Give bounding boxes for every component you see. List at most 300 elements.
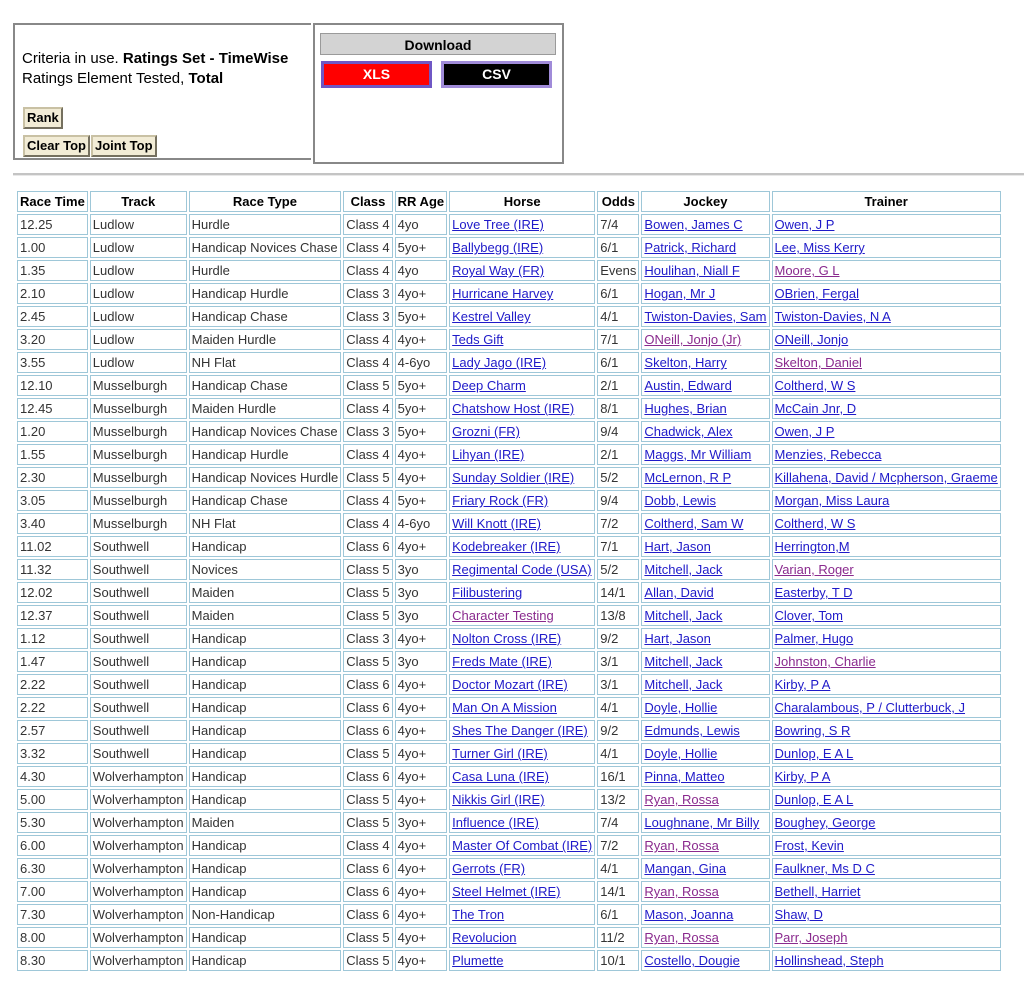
table-row [17, 329, 1001, 350]
class-cell: Class 4 [343, 237, 392, 258]
race-type-cell: Hurdle [189, 214, 342, 235]
horse-cell [449, 858, 595, 879]
jockey-cell [641, 398, 769, 419]
track-cell: Southwell [90, 628, 187, 649]
download-xls-button[interactable]: XLS [321, 61, 432, 88]
race-type-cell: Handicap Chase [189, 375, 342, 396]
trainer-cell [772, 881, 1001, 902]
trainer-link[interactable]: Dunlop, E A L [774, 746, 854, 761]
trainer-link[interactable]: Herrington,M [774, 539, 850, 554]
jockey-cell [641, 329, 769, 350]
table-row [17, 628, 1001, 649]
horse-cell [449, 214, 595, 235]
track-cell: Musselburgh [90, 398, 187, 419]
jockey-link[interactable]: Mason, Joanna [644, 907, 734, 922]
jockey-link[interactable]: Hughes, Brian [644, 401, 727, 416]
horse-cell [449, 582, 595, 603]
horse-link[interactable]: Grozni (FR) [452, 424, 521, 439]
track-cell: Wolverhampton [90, 858, 187, 879]
trainer-link[interactable]: Charalambous, P / Clutterbuck, J [774, 700, 966, 715]
joint-top-button[interactable]: Joint Top [91, 135, 157, 157]
class-cell: Class 6 [343, 720, 392, 741]
jockey-cell [641, 214, 769, 235]
track-cell: Ludlow [90, 306, 187, 327]
race-time-cell: 3.40 [17, 513, 88, 534]
column-header-race-type: Race Type [189, 191, 342, 212]
race-type-cell: Maiden [189, 812, 342, 833]
class-cell: Class 6 [343, 881, 392, 902]
trainer-cell [772, 306, 1001, 327]
horse-link[interactable]: Sunday Soldier (IRE) [452, 470, 575, 485]
race-type-cell: Handicap [189, 743, 342, 764]
rr-age-cell: 5yo+ [395, 421, 447, 442]
race-time-cell: 12.45 [17, 398, 88, 419]
track-cell: Ludlow [90, 237, 187, 258]
jockey-link[interactable]: Twiston-Davies, Sam [644, 309, 767, 324]
column-header-track: Track [90, 191, 187, 212]
horse-cell [449, 628, 595, 649]
race-time-cell: 6.00 [17, 835, 88, 856]
trainer-link[interactable]: Palmer, Hugo [774, 631, 854, 646]
jockey-cell [641, 743, 769, 764]
odds-cell: 6/1 [597, 352, 639, 373]
rr-age-cell: 4yo+ [395, 743, 447, 764]
trainer-cell [772, 927, 1001, 948]
odds-cell: 2/1 [597, 444, 639, 465]
odds-cell: 9/2 [597, 628, 639, 649]
odds-cell: 14/1 [597, 881, 639, 902]
race-type-cell: Non-Handicap [189, 904, 342, 925]
jockey-link[interactable]: Ryan, Rossa [644, 838, 719, 853]
jockey-cell [641, 835, 769, 856]
class-cell: Class 5 [343, 467, 392, 488]
jockey-link[interactable]: Pinna, Matteo [644, 769, 725, 784]
odds-cell: 4/1 [597, 743, 639, 764]
race-time-cell: 1.47 [17, 651, 88, 672]
track-cell: Southwell [90, 697, 187, 718]
trainer-cell [772, 743, 1001, 764]
jockey-link[interactable]: Allan, David [644, 585, 714, 600]
race-type-cell: Handicap [189, 858, 342, 879]
trainer-link[interactable]: Parr, Joseph [774, 930, 848, 945]
trainer-link[interactable]: Moore, G L [774, 263, 840, 278]
jockey-cell [641, 283, 769, 304]
table-row [17, 237, 1001, 258]
rr-age-cell: 4yo+ [395, 720, 447, 741]
trainer-cell [772, 651, 1001, 672]
jockey-cell [641, 421, 769, 442]
horse-link[interactable]: The Tron [452, 907, 505, 922]
horse-link[interactable]: Nikkis Girl (IRE) [452, 792, 545, 807]
horse-link[interactable]: Lady Jago (IRE) [452, 355, 547, 370]
trainer-link[interactable]: Coltherd, W S [774, 516, 856, 531]
class-cell: Class 4 [343, 214, 392, 235]
track-cell: Wolverhampton [90, 766, 187, 787]
trainer-cell [772, 720, 1001, 741]
horse-cell [449, 881, 595, 902]
class-cell: Class 3 [343, 421, 392, 442]
class-cell: Class 4 [343, 513, 392, 534]
horse-cell [449, 766, 595, 787]
column-header-horse: Horse [449, 191, 595, 212]
track-cell: Ludlow [90, 260, 187, 281]
race-type-cell: Handicap Chase [189, 490, 342, 511]
table-row [17, 559, 1001, 580]
horse-link[interactable]: Royal Way (FR) [452, 263, 545, 278]
horse-cell [449, 421, 595, 442]
horse-link[interactable]: Revolucion [452, 930, 517, 945]
trainer-cell [772, 398, 1001, 419]
trainer-link[interactable]: Faulkner, Ms D C [774, 861, 875, 876]
jockey-link[interactable]: Dobb, Lewis [644, 493, 716, 508]
jockey-link[interactable]: Coltherd, Sam W [644, 516, 744, 531]
horse-link[interactable]: Master Of Combat (IRE) [452, 838, 593, 853]
horse-link[interactable]: Lihyan (IRE) [452, 447, 525, 462]
jockey-cell [641, 260, 769, 281]
horse-cell [449, 283, 595, 304]
criteria-panel [13, 23, 311, 160]
jockey-link[interactable]: Patrick, Richard [644, 240, 737, 255]
trainer-cell [772, 513, 1001, 534]
race-type-cell: Maiden [189, 605, 342, 626]
table-row [17, 720, 1001, 741]
race-time-cell: 8.00 [17, 927, 88, 948]
clear-top-button[interactable]: Clear Top [23, 135, 90, 157]
jockey-cell [641, 766, 769, 787]
odds-cell: 10/1 [597, 950, 639, 971]
trainer-cell [772, 421, 1001, 442]
table-row [17, 835, 1001, 856]
horse-link[interactable]: Ballybegg (IRE) [452, 240, 544, 255]
odds-cell: 4/1 [597, 306, 639, 327]
horse-link[interactable]: Steel Helmet (IRE) [452, 884, 561, 899]
horse-link[interactable]: Man On A Mission [452, 700, 557, 715]
trainer-link[interactable]: OBrien, Fergal [774, 286, 860, 301]
horse-cell [449, 674, 595, 695]
trainer-cell [772, 467, 1001, 488]
jockey-link[interactable]: Ryan, Rossa [644, 884, 719, 899]
class-cell: Class 6 [343, 766, 392, 787]
class-cell: Class 4 [343, 329, 392, 350]
horse-link[interactable]: Teds Gift [452, 332, 504, 347]
race-time-cell: 3.20 [17, 329, 88, 350]
table-row [17, 375, 1001, 396]
rr-age-cell: 4yo+ [395, 950, 447, 971]
race-time-cell: 2.57 [17, 720, 88, 741]
jockey-cell [641, 513, 769, 534]
race-time-cell: 1.00 [17, 237, 88, 258]
race-time-cell: 11.32 [17, 559, 88, 580]
class-cell: Class 4 [343, 835, 392, 856]
trainer-cell [772, 789, 1001, 810]
table-row [17, 421, 1001, 442]
race-time-cell: 12.37 [17, 605, 88, 626]
column-header-trainer: Trainer [772, 191, 1001, 212]
track-cell: Ludlow [90, 214, 187, 235]
trainer-link[interactable]: Lee, Miss Kerry [774, 240, 865, 255]
table-row [17, 605, 1001, 626]
track-cell: Ludlow [90, 283, 187, 304]
table-row [17, 904, 1001, 925]
jockey-link[interactable]: Skelton, Harry [644, 355, 727, 370]
horse-link[interactable]: Character Testing [452, 608, 554, 623]
trainer-link[interactable]: Menzies, Rebecca [774, 447, 882, 462]
criteria-text [22, 49, 288, 89]
jockey-link[interactable]: Mitchell, Jack [644, 677, 723, 692]
horse-cell [449, 306, 595, 327]
trainer-cell [772, 812, 1001, 833]
jockey-cell [641, 789, 769, 810]
jockey-link[interactable]: Hogan, Mr J [644, 286, 716, 301]
trainer-link[interactable]: Kirby, P A [774, 769, 831, 784]
rr-age-cell: 4-6yo [395, 513, 447, 534]
track-cell: Wolverhampton [90, 927, 187, 948]
trainer-cell [772, 697, 1001, 718]
race-type-cell: Maiden Hurdle [189, 329, 342, 350]
jockey-cell [641, 306, 769, 327]
trainer-link[interactable]: Bowring, S R [774, 723, 851, 738]
horse-cell [449, 375, 595, 396]
trainer-link[interactable]: Shaw, D [774, 907, 823, 922]
odds-cell: 14/1 [597, 582, 639, 603]
table-row [17, 214, 1001, 235]
jockey-link[interactable]: Mitchell, Jack [644, 608, 723, 623]
race-type-cell: Handicap Hurdle [189, 444, 342, 465]
column-header-odds: Odds [597, 191, 639, 212]
race-time-cell: 2.22 [17, 697, 88, 718]
race-time-cell: 12.02 [17, 582, 88, 603]
horse-link[interactable]: Filibustering [452, 585, 523, 600]
race-time-cell: 7.30 [17, 904, 88, 925]
trainer-cell [772, 260, 1001, 281]
jockey-link[interactable]: Chadwick, Alex [644, 424, 733, 439]
horse-link[interactable]: Hurricane Harvey [452, 286, 554, 301]
race-time-cell: 2.45 [17, 306, 88, 327]
table-row [17, 651, 1001, 672]
race-time-cell: 1.35 [17, 260, 88, 281]
jockey-link[interactable]: Loughnane, Mr Billy [644, 815, 760, 830]
horse-link[interactable]: Gerrots (FR) [452, 861, 526, 876]
trainer-link[interactable]: Killahena, David / Mcpherson, Graeme [774, 470, 998, 485]
table-row [17, 444, 1001, 465]
jockey-link[interactable]: Edmunds, Lewis [644, 723, 740, 738]
track-cell: Southwell [90, 536, 187, 557]
race-type-cell: Novices [189, 559, 342, 580]
trainer-link[interactable]: Twiston-Davies, N A [774, 309, 891, 324]
race-type-cell: Handicap [189, 536, 342, 557]
horse-link[interactable]: Casa Luna (IRE) [452, 769, 549, 784]
horse-link[interactable]: Kodebreaker (IRE) [452, 539, 561, 554]
jockey-cell [641, 628, 769, 649]
horse-link[interactable]: Regimental Code (USA) [452, 562, 592, 577]
track-cell: Musselburgh [90, 375, 187, 396]
horse-link[interactable]: Love Tree (IRE) [452, 217, 544, 232]
trainer-link[interactable]: Coltherd, W S [774, 378, 856, 393]
jockey-link[interactable]: Doyle, Hollie [644, 700, 718, 715]
trainer-link[interactable]: Easterby, T D [774, 585, 853, 600]
odds-cell: 7/1 [597, 536, 639, 557]
horse-link[interactable]: Deep Charm [452, 378, 526, 393]
jockey-link[interactable]: Mitchell, Jack [644, 562, 723, 577]
rank-button[interactable]: Rank [23, 107, 63, 129]
download-panel [313, 23, 564, 164]
horse-link[interactable]: Nolton Cross (IRE) [452, 631, 562, 646]
class-cell: Class 4 [343, 352, 392, 373]
track-cell: Southwell [90, 559, 187, 580]
odds-cell: 6/1 [597, 283, 639, 304]
trainer-link[interactable]: Morgan, Miss Laura [774, 493, 890, 508]
table-row [17, 789, 1001, 810]
results-table [15, 189, 1003, 973]
table-row [17, 467, 1001, 488]
race-type-cell: Handicap [189, 927, 342, 948]
odds-cell: 13/8 [597, 605, 639, 626]
horse-link[interactable]: Freds Mate (IRE) [452, 654, 552, 669]
race-time-cell: 12.10 [17, 375, 88, 396]
jockey-link[interactable]: Hart, Jason [644, 631, 711, 646]
jockey-link[interactable]: Austin, Edward [644, 378, 732, 393]
column-header-race-time: Race Time [17, 191, 88, 212]
trainer-link[interactable]: Dunlop, E A L [774, 792, 854, 807]
trainer-cell [772, 536, 1001, 557]
rr-age-cell: 5yo+ [395, 490, 447, 511]
trainer-link[interactable]: Clover, Tom [774, 608, 843, 623]
odds-cell: 3/1 [597, 651, 639, 672]
horse-cell [449, 651, 595, 672]
rr-age-cell: 4yo+ [395, 858, 447, 879]
odds-cell: 13/2 [597, 789, 639, 810]
column-header-rr-age: RR Age [395, 191, 447, 212]
odds-cell: 5/2 [597, 559, 639, 580]
track-cell: Musselburgh [90, 444, 187, 465]
jockey-link[interactable]: Hart, Jason [644, 539, 711, 554]
odds-cell: 9/2 [597, 720, 639, 741]
horse-cell [449, 398, 595, 419]
trainer-cell [772, 490, 1001, 511]
jockey-link[interactable]: Ryan, Rossa [644, 792, 719, 807]
trainer-link[interactable]: Johnston, Charlie [774, 654, 876, 669]
race-type-cell: Handicap [189, 674, 342, 695]
trainer-link[interactable]: Frost, Kevin [774, 838, 844, 853]
horse-link[interactable]: Kestrel Valley [452, 309, 531, 324]
odds-cell: 2/1 [597, 375, 639, 396]
jockey-cell [641, 444, 769, 465]
download-title: Download [320, 33, 556, 55]
jockey-cell [641, 536, 769, 557]
race-type-cell: Handicap [189, 789, 342, 810]
jockey-cell [641, 559, 769, 580]
horse-link[interactable]: Chatshow Host (IRE) [452, 401, 575, 416]
trainer-link[interactable]: Owen, J P [774, 424, 835, 439]
rr-age-cell: 4yo [395, 214, 447, 235]
rr-age-cell: 3yo+ [395, 812, 447, 833]
horizontal-divider [13, 173, 1024, 176]
jockey-link[interactable]: Mitchell, Jack [644, 654, 723, 669]
jockey-link[interactable]: Houlihan, Niall F [644, 263, 740, 278]
jockey-link[interactable]: ONeill, Jonjo (Jr) [644, 332, 742, 347]
jockey-link[interactable]: Mangan, Gina [644, 861, 727, 876]
horse-link[interactable]: Doctor Mozart (IRE) [452, 677, 568, 692]
trainer-cell [772, 329, 1001, 350]
race-time-cell: 11.02 [17, 536, 88, 557]
trainer-cell [772, 444, 1001, 465]
table-row [17, 260, 1001, 281]
horse-link[interactable]: Turner Girl (IRE) [452, 746, 548, 761]
trainer-link[interactable]: Hollinshead, Steph [774, 953, 884, 968]
horse-link[interactable]: Shes The Danger (IRE) [452, 723, 588, 738]
odds-cell: 7/4 [597, 812, 639, 833]
class-cell: Class 5 [343, 651, 392, 672]
horse-link[interactable]: Friary Rock (FR) [452, 493, 549, 508]
jockey-link[interactable]: Doyle, Hollie [644, 746, 718, 761]
race-type-cell: Maiden Hurdle [189, 398, 342, 419]
trainer-cell [772, 628, 1001, 649]
rr-age-cell: 4yo+ [395, 467, 447, 488]
trainer-link[interactable]: Kirby, P A [774, 677, 831, 692]
trainer-link[interactable]: McCain Jnr, D [774, 401, 857, 416]
table-row [17, 743, 1001, 764]
race-type-cell: Handicap [189, 628, 342, 649]
trainer-link[interactable]: Varian, Roger [774, 562, 854, 577]
jockey-cell [641, 881, 769, 902]
race-type-cell: Handicap [189, 697, 342, 718]
horse-link[interactable]: Influence (IRE) [452, 815, 539, 830]
table-row [17, 306, 1001, 327]
trainer-cell [772, 214, 1001, 235]
rr-age-cell: 5yo+ [395, 237, 447, 258]
horse-link[interactable]: Plumette [452, 953, 504, 968]
jockey-link[interactable]: Ryan, Rossa [644, 930, 719, 945]
horse-cell [449, 467, 595, 488]
horse-cell [449, 490, 595, 511]
jockey-cell [641, 927, 769, 948]
jockey-link[interactable]: Maggs, Mr William [644, 447, 752, 462]
class-cell: Class 3 [343, 628, 392, 649]
odds-cell: 9/4 [597, 490, 639, 511]
race-type-cell: Handicap Novices Chase [189, 421, 342, 442]
odds-cell: 9/4 [597, 421, 639, 442]
trainer-link[interactable]: Bethell, Harriet [774, 884, 861, 899]
trainer-link[interactable]: Owen, J P [774, 217, 835, 232]
trainer-link[interactable]: Skelton, Daniel [774, 355, 862, 370]
jockey-link[interactable]: Bowen, James C [644, 217, 743, 232]
track-cell: Wolverhampton [90, 881, 187, 902]
horse-cell [449, 352, 595, 373]
horse-cell [449, 904, 595, 925]
jockey-link[interactable]: McLernon, R P [644, 470, 732, 485]
trainer-link[interactable]: Boughey, George [774, 815, 876, 830]
horse-link[interactable]: Will Knott (IRE) [452, 516, 541, 531]
criteria-line2-prefix: Ratings Element Tested, [22, 70, 189, 87]
class-cell: Class 4 [343, 398, 392, 419]
track-cell: Southwell [90, 651, 187, 672]
class-cell: Class 5 [343, 950, 392, 971]
track-cell: Southwell [90, 743, 187, 764]
track-cell: Ludlow [90, 329, 187, 350]
track-cell: Musselburgh [90, 490, 187, 511]
trainer-link[interactable]: ONeill, Jonjo [774, 332, 849, 347]
odds-cell: 4/1 [597, 697, 639, 718]
race-type-cell: Handicap [189, 950, 342, 971]
race-time-cell: 3.32 [17, 743, 88, 764]
race-time-cell: 2.22 [17, 674, 88, 695]
odds-cell: 6/1 [597, 237, 639, 258]
track-cell: Wolverhampton [90, 812, 187, 833]
download-csv-button[interactable]: CSV [441, 61, 552, 88]
class-cell: Class 6 [343, 904, 392, 925]
jockey-link[interactable]: Costello, Dougie [644, 953, 740, 968]
odds-cell: Evens [597, 260, 639, 281]
